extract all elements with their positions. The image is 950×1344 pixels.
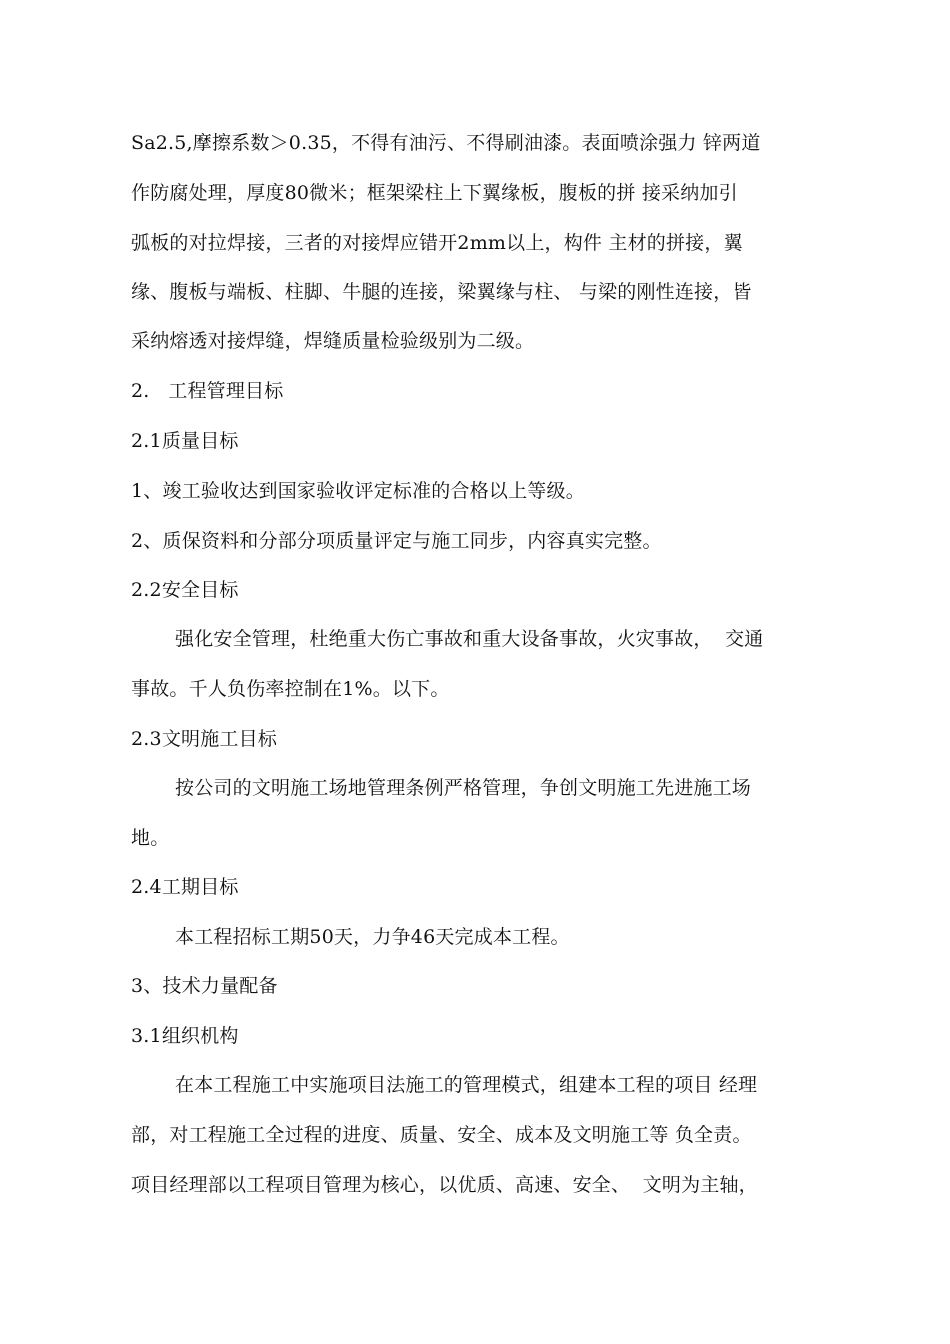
paragraph-line: 缘、腹板与端板、柱脚、牛腿的连接，梁翼缘与柱、 与梁的刚性连接，皆: [131, 281, 752, 303]
paragraph-line: 本工程招标工期50天，力争46天完成本工程。: [175, 926, 570, 948]
list-item: 2、质保资料和分部分项质量评定与施工同步，内容真实完整。: [131, 530, 662, 552]
subsection-heading: 3.1组织机构: [131, 1025, 239, 1047]
paragraph-line: 弧板的对拉焊接，三者的对接焊应错开2mm以上，构件 主材的拼接，翼: [131, 232, 743, 254]
paragraph-line: 作防腐处理，厚度80微米；框架梁柱上下翼缘板，腹板的拼 接采纳加引: [131, 182, 738, 204]
paragraph-line: 在本工程施工中实施项目法施工的管理模式，组建本工程的项目 经理: [175, 1074, 758, 1096]
paragraph-line: 项目经理部以工程项目管理为核心，以优质、高速、安全、 文明为主轴，: [131, 1174, 758, 1196]
subsection-heading: 2.1质量目标: [131, 430, 239, 452]
section-heading: 2. 工程管理目标: [131, 380, 284, 402]
paragraph-line: 强化安全管理，杜绝重大伤亡事故和重大设备事故，火灾事故， 交通: [175, 628, 764, 650]
paragraph-line: Sa2.5,摩擦系数＞0.35，不得有油污、不得刷油漆。表面喷涂强力 锌两道: [131, 132, 761, 154]
paragraph-line: 按公司的文明施工场地管理条例严格管理，争创文明施工先进施工场: [175, 777, 752, 799]
list-item: 1、竣工验收达到国家验收评定标准的合格以上等级。: [131, 480, 585, 502]
subsection-heading: 2.2安全目标: [131, 579, 239, 601]
section-heading: 3、技术力量配备: [131, 975, 278, 997]
paragraph-line: 部，对工程施工全过程的进度、质量、安全、成本及文明施工等 负全责。: [131, 1124, 752, 1146]
paragraph-line: 事故。千人负伤率控制在1%。以下。: [131, 678, 450, 700]
subsection-heading: 2.3文明施工目标: [131, 728, 278, 750]
paragraph-line: 地。: [131, 827, 170, 849]
subsection-heading: 2.4工期目标: [131, 876, 239, 898]
paragraph-line: 采纳熔透对接焊缝，焊缝质量检验级别为二级。: [131, 330, 535, 352]
